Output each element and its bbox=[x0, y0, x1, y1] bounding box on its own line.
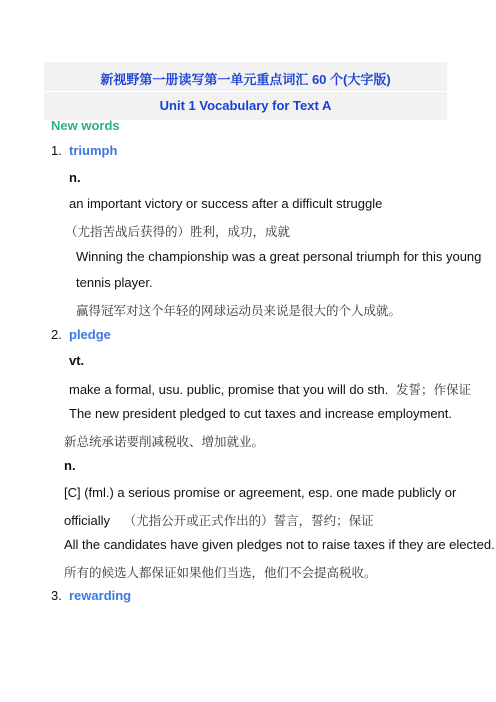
headword-triumph: triumph bbox=[69, 143, 118, 158]
example-en: Winning the championship was a great personal triumph for this young bbox=[76, 249, 482, 264]
entry-number: 3. bbox=[51, 588, 62, 603]
definition-en: an important victory or success after a difficult struggle bbox=[69, 196, 383, 211]
definition-en bbox=[69, 380, 471, 398]
example-cn: 赢得冠军对这个年轻的网球运动员来说是很大的个人成就。 bbox=[76, 303, 402, 318]
example-cn: 所有的候选人都保证如果他们当选，他们不会提高税收。 bbox=[64, 565, 377, 580]
definition-cn: 发誓；作保证 bbox=[396, 382, 472, 397]
title-en: Unit 1 Vocabulary for Text A bbox=[159, 98, 332, 113]
headword-pledge: pledge bbox=[69, 327, 111, 342]
definition-en-cont bbox=[64, 511, 374, 529]
definition-cn: （尤指苦战后获得的）胜利，成功，成就 bbox=[65, 224, 291, 239]
definition-en-text: make a formal, usu. public, promise that you will do sth. bbox=[69, 382, 389, 397]
entry-number: 2. bbox=[51, 327, 62, 342]
example-cn: 新总统承诺要削减税收、增加就业。 bbox=[64, 434, 265, 449]
example-en: All the candidates have given pledges not to raise taxes if they are elected. bbox=[64, 537, 495, 552]
section-label: New words bbox=[51, 118, 120, 133]
example-en-cont: tennis player. bbox=[76, 275, 153, 290]
definition-en: [C] (fml.) a serious promise or agreement, esp. one made publicly or bbox=[64, 485, 457, 500]
title-divider bbox=[44, 91, 447, 92]
part-of-speech: n. bbox=[69, 170, 81, 185]
part-of-speech: n. bbox=[64, 458, 76, 473]
title-box bbox=[44, 62, 447, 120]
headword-rewarding: rewarding bbox=[69, 588, 132, 603]
definition-cn: （尤指公开或正式作出的）誓言，誓约；保证 bbox=[123, 513, 374, 528]
part-of-speech: vt. bbox=[69, 353, 85, 368]
example-en: The new president pledged to cut taxes and increase employment. bbox=[69, 406, 453, 421]
title-cn: 新视野第一册读写第一单元重点词汇 60 个(大字版) bbox=[100, 72, 391, 87]
definition-en-text: officially bbox=[64, 513, 111, 528]
entry-number: 1. bbox=[51, 143, 62, 158]
